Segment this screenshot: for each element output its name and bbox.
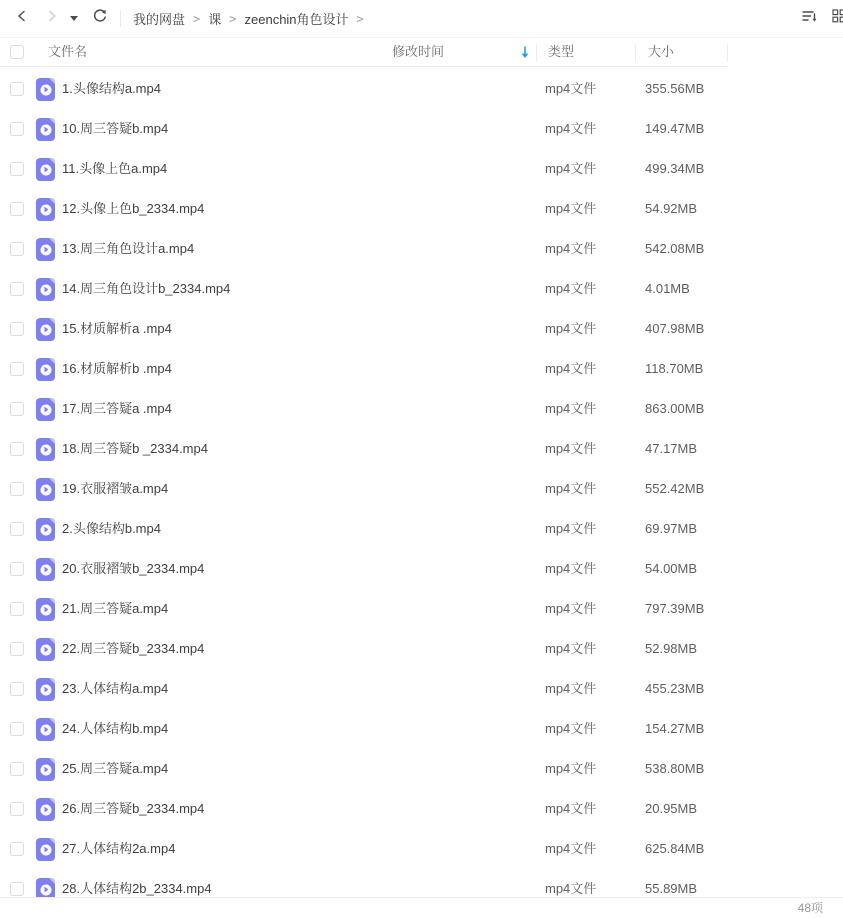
- video-file-icon: [36, 798, 55, 821]
- file-row[interactable]: [0, 589, 843, 629]
- play-badge: [40, 364, 51, 375]
- file-size: 118.70MB: [645, 361, 704, 376]
- row-checkbox[interactable]: [10, 82, 24, 96]
- row-checkbox[interactable]: [10, 882, 24, 896]
- play-badge: [40, 764, 51, 775]
- file-row[interactable]: [0, 749, 843, 789]
- play-triangle-icon: [45, 87, 49, 93]
- breadcrumb-item-root[interactable]: 我的网盘: [133, 12, 186, 27]
- file-size: 552.42MB: [645, 481, 705, 496]
- play-triangle-icon: [45, 287, 49, 293]
- file-name[interactable]: 24.人体结构b.mp4: [62, 721, 169, 736]
- folded-corner: [49, 838, 55, 844]
- file-size: 542.08MB: [645, 241, 705, 256]
- play-triangle-icon: [45, 207, 49, 213]
- file-type: mp4文件: [545, 401, 597, 416]
- file-type: mp4文件: [545, 681, 597, 696]
- file-row[interactable]: [0, 149, 843, 189]
- file-type: mp4文件: [545, 161, 597, 176]
- video-file-icon: [36, 718, 55, 741]
- breadcrumb-separator: >: [229, 11, 237, 26]
- play-badge: [40, 244, 51, 255]
- folded-corner: [49, 758, 55, 764]
- file-row[interactable]: [0, 69, 843, 109]
- video-file-icon: [36, 398, 55, 421]
- row-checkbox[interactable]: [10, 602, 24, 616]
- file-row[interactable]: [0, 549, 843, 589]
- folded-corner: [49, 598, 55, 604]
- play-badge: [40, 724, 51, 735]
- column-divider: [727, 44, 728, 61]
- row-checkbox[interactable]: [10, 242, 24, 256]
- row-checkbox[interactable]: [10, 522, 24, 536]
- toolbar-right: [801, 8, 843, 29]
- file-type: mp4文件: [545, 201, 597, 216]
- file-row[interactable]: [0, 669, 843, 709]
- folded-corner: [49, 158, 55, 164]
- file-name[interactable]: 10.周三答疑b.mp4: [62, 121, 169, 136]
- video-file-icon: [36, 478, 55, 501]
- row-checkbox[interactable]: [10, 682, 24, 696]
- file-size: 625.84MB: [645, 841, 705, 856]
- video-file-icon: [36, 78, 55, 101]
- folded-corner: [49, 518, 55, 524]
- file-name[interactable]: 19.衣服褶皱a.mp4: [62, 481, 169, 496]
- play-triangle-icon: [45, 407, 49, 413]
- play-triangle-icon: [45, 687, 49, 693]
- play-badge: [40, 524, 51, 535]
- file-type: mp4文件: [545, 81, 597, 96]
- video-file-icon: [36, 238, 55, 261]
- breadcrumb-item-folder[interactable]: 课: [208, 12, 222, 27]
- row-checkbox[interactable]: [10, 322, 24, 336]
- folded-corner: [49, 78, 55, 84]
- video-file-icon: [36, 318, 55, 341]
- breadcrumb-separator: >: [356, 11, 364, 26]
- play-badge: [40, 124, 51, 135]
- folded-corner: [49, 678, 55, 684]
- column-header-size[interactable]: 大小: [648, 44, 675, 59]
- file-row[interactable]: [0, 509, 843, 549]
- toolbar-divider: [120, 11, 121, 27]
- file-size: 538.80MB: [645, 761, 705, 776]
- file-name[interactable]: 16.材质解析b .mp4: [62, 361, 172, 376]
- file-size: 407.98MB: [645, 321, 705, 336]
- folded-corner: [49, 638, 55, 644]
- row-checkbox[interactable]: [10, 842, 24, 856]
- header-underline: [0, 66, 727, 67]
- folded-corner: [49, 278, 55, 284]
- video-file-icon: [36, 278, 55, 301]
- row-checkbox[interactable]: [10, 562, 24, 576]
- file-name[interactable]: 28.人体结构2b_2334.mp4: [62, 881, 212, 896]
- row-checkbox[interactable]: [10, 162, 24, 176]
- forward-button[interactable]: [44, 11, 60, 27]
- file-row[interactable]: [0, 309, 843, 349]
- file-type: mp4文件: [545, 641, 597, 656]
- toolbar: [0, 0, 843, 38]
- file-name[interactable]: 25.周三答疑a.mp4: [62, 761, 169, 776]
- play-badge: [40, 284, 51, 295]
- file-name[interactable]: 11.头像上色a.mp4: [62, 161, 168, 176]
- play-triangle-icon: [45, 767, 49, 773]
- play-triangle-icon: [45, 567, 49, 573]
- play-badge: [40, 644, 51, 655]
- breadcrumb-item-current[interactable]: zeenchin角色设计: [244, 12, 349, 27]
- sort-icon: [801, 8, 819, 29]
- file-size: 797.39MB: [645, 601, 705, 616]
- file-type: mp4文件: [545, 321, 597, 336]
- file-type: mp4文件: [545, 881, 597, 896]
- file-type: mp4文件: [545, 281, 597, 296]
- row-checkbox[interactable]: [10, 202, 24, 216]
- play-badge: [40, 164, 51, 175]
- play-triangle-icon: [45, 887, 49, 893]
- file-name[interactable]: 23.人体结构a.mp4: [62, 681, 169, 696]
- file-name[interactable]: 1.头像结构a.mp4: [62, 81, 161, 96]
- play-badge: [40, 484, 51, 495]
- select-all-checkbox[interactable]: [10, 45, 24, 59]
- play-triangle-icon: [45, 807, 49, 813]
- grid-view-icon: [832, 9, 843, 28]
- file-list: [0, 69, 843, 909]
- folded-corner: [49, 878, 55, 884]
- file-type: mp4文件: [545, 721, 597, 736]
- play-badge: [40, 204, 51, 215]
- file-row[interactable]: [0, 189, 843, 229]
- back-icon: [14, 8, 30, 29]
- play-badge: [40, 684, 51, 695]
- row-checkbox[interactable]: [10, 802, 24, 816]
- file-name[interactable]: 26.周三答疑b_2334.mp4: [62, 801, 205, 816]
- folded-corner: [49, 438, 55, 444]
- play-badge: [40, 324, 51, 335]
- file-type: mp4文件: [545, 761, 597, 776]
- play-badge: [40, 444, 51, 455]
- file-size: 154.27MB: [645, 721, 705, 736]
- file-row[interactable]: [0, 789, 843, 829]
- column-header-filename[interactable]: 文件名: [48, 44, 88, 59]
- file-row[interactable]: [0, 269, 843, 309]
- forward-icon: [44, 8, 60, 29]
- row-checkbox[interactable]: [10, 282, 24, 296]
- video-file-icon: [36, 678, 55, 701]
- row-checkbox[interactable]: [10, 482, 24, 496]
- file-row[interactable]: [0, 829, 843, 869]
- file-name[interactable]: 20.衣服褶皱b_2334.mp4: [62, 561, 205, 576]
- file-type: mp4文件: [545, 481, 597, 496]
- play-triangle-icon: [45, 607, 49, 613]
- grid-view-button[interactable]: [832, 9, 843, 28]
- play-triangle-icon: [45, 487, 49, 493]
- file-row[interactable]: [0, 469, 843, 509]
- video-file-icon: [36, 758, 55, 781]
- file-name[interactable]: 12.头像上色b_2334.mp4: [62, 201, 205, 216]
- folded-corner: [49, 798, 55, 804]
- play-triangle-icon: [45, 727, 49, 733]
- refresh-icon: [92, 8, 108, 29]
- file-size: 54.00MB: [645, 561, 698, 576]
- file-row[interactable]: [0, 629, 843, 669]
- status-bar: [0, 897, 843, 918]
- row-checkbox[interactable]: [10, 442, 24, 456]
- column-divider: [635, 44, 636, 61]
- file-name[interactable]: 18.周三答疑b _2334.mp4: [62, 441, 208, 456]
- file-size: 47.17MB: [645, 441, 698, 456]
- file-type: mp4文件: [545, 521, 597, 536]
- file-size: 355.56MB: [645, 81, 705, 96]
- file-type: mp4文件: [545, 121, 597, 136]
- video-file-icon: [36, 158, 55, 181]
- file-name[interactable]: 2.头像结构b.mp4: [62, 521, 161, 536]
- file-type: mp4文件: [545, 601, 597, 616]
- play-badge: [40, 604, 51, 615]
- file-type: mp4文件: [545, 361, 597, 376]
- file-name[interactable]: 15.材质解析a .mp4: [62, 321, 172, 336]
- video-file-icon: [36, 598, 55, 621]
- play-triangle-icon: [45, 167, 49, 173]
- folded-corner: [49, 238, 55, 244]
- file-name[interactable]: 14.周三角色设计b_2334.mp4: [62, 281, 231, 296]
- play-triangle-icon: [45, 647, 49, 653]
- video-file-icon: [36, 518, 55, 541]
- video-file-icon: [36, 638, 55, 661]
- video-file-icon: [36, 838, 55, 861]
- folded-corner: [49, 718, 55, 724]
- folded-corner: [49, 558, 55, 564]
- file-name[interactable]: 27.人体结构2a.mp4: [62, 841, 176, 856]
- file-row[interactable]: [0, 709, 843, 749]
- file-row[interactable]: [0, 429, 843, 469]
- breadcrumb: [133, 9, 372, 28]
- file-type: mp4文件: [545, 801, 597, 816]
- file-size: 69.97MB: [645, 521, 698, 536]
- file-row[interactable]: [0, 109, 843, 149]
- file-type: mp4文件: [545, 561, 597, 576]
- item-count: 48项: [797, 901, 823, 915]
- file-row[interactable]: [0, 389, 843, 429]
- file-size: 149.47MB: [645, 121, 705, 136]
- row-checkbox[interactable]: [10, 122, 24, 136]
- video-file-icon: [36, 358, 55, 381]
- file-size: 863.00MB: [645, 401, 705, 416]
- folded-corner: [49, 478, 55, 484]
- file-name[interactable]: 17.周三答疑a .mp4: [62, 401, 172, 416]
- row-checkbox[interactable]: [10, 762, 24, 776]
- back-button[interactable]: [14, 11, 30, 27]
- file-type: mp4文件: [545, 441, 597, 456]
- sort-descending-arrow-icon[interactable]: [520, 46, 530, 62]
- play-triangle-icon: [45, 327, 49, 333]
- folded-corner: [49, 318, 55, 324]
- play-badge: [40, 404, 51, 415]
- table-header: [0, 38, 843, 67]
- file-row[interactable]: [0, 229, 843, 269]
- column-header-modified[interactable]: 修改时间: [392, 44, 445, 59]
- video-file-icon: [36, 198, 55, 221]
- file-size: 455.23MB: [645, 681, 705, 696]
- file-row[interactable]: [0, 349, 843, 389]
- sort-button[interactable]: [801, 8, 819, 29]
- column-header-type[interactable]: 类型: [548, 44, 575, 59]
- folded-corner: [49, 198, 55, 204]
- play-triangle-icon: [45, 127, 49, 133]
- play-badge: [40, 804, 51, 815]
- file-type: mp4文件: [545, 241, 597, 256]
- play-badge: [40, 84, 51, 95]
- folded-corner: [49, 398, 55, 404]
- file-type: mp4文件: [545, 841, 597, 856]
- breadcrumb-separator: >: [193, 11, 201, 26]
- video-file-icon: [36, 118, 55, 141]
- play-triangle-icon: [45, 247, 49, 253]
- play-badge: [40, 564, 51, 575]
- play-badge: [40, 884, 51, 895]
- play-triangle-icon: [45, 447, 49, 453]
- row-checkbox[interactable]: [10, 362, 24, 376]
- file-name[interactable]: 13.周三角色设计a.mp4: [62, 241, 195, 256]
- row-checkbox[interactable]: [10, 642, 24, 656]
- play-badge: [40, 844, 51, 855]
- file-size: 55.89MB: [645, 881, 698, 896]
- folded-corner: [49, 358, 55, 364]
- column-divider: [536, 44, 537, 61]
- file-size: 52.98MB: [645, 641, 698, 656]
- file-size: 499.34MB: [645, 161, 705, 176]
- row-checkbox[interactable]: [10, 402, 24, 416]
- file-name[interactable]: 22.周三答疑b_2334.mp4: [62, 641, 205, 656]
- history-dropdown-caret-icon[interactable]: [70, 16, 78, 21]
- file-size: 54.92MB: [645, 201, 698, 216]
- row-checkbox[interactable]: [10, 722, 24, 736]
- play-triangle-icon: [45, 527, 49, 533]
- play-triangle-icon: [45, 367, 49, 373]
- refresh-button[interactable]: [92, 11, 108, 27]
- file-size: 4.01MB: [645, 281, 690, 296]
- video-file-icon: [36, 438, 55, 461]
- file-name[interactable]: 21.周三答疑a.mp4: [62, 601, 169, 616]
- play-triangle-icon: [45, 847, 49, 853]
- video-file-icon: [36, 558, 55, 581]
- file-size: 20.95MB: [645, 801, 698, 816]
- folded-corner: [49, 118, 55, 124]
